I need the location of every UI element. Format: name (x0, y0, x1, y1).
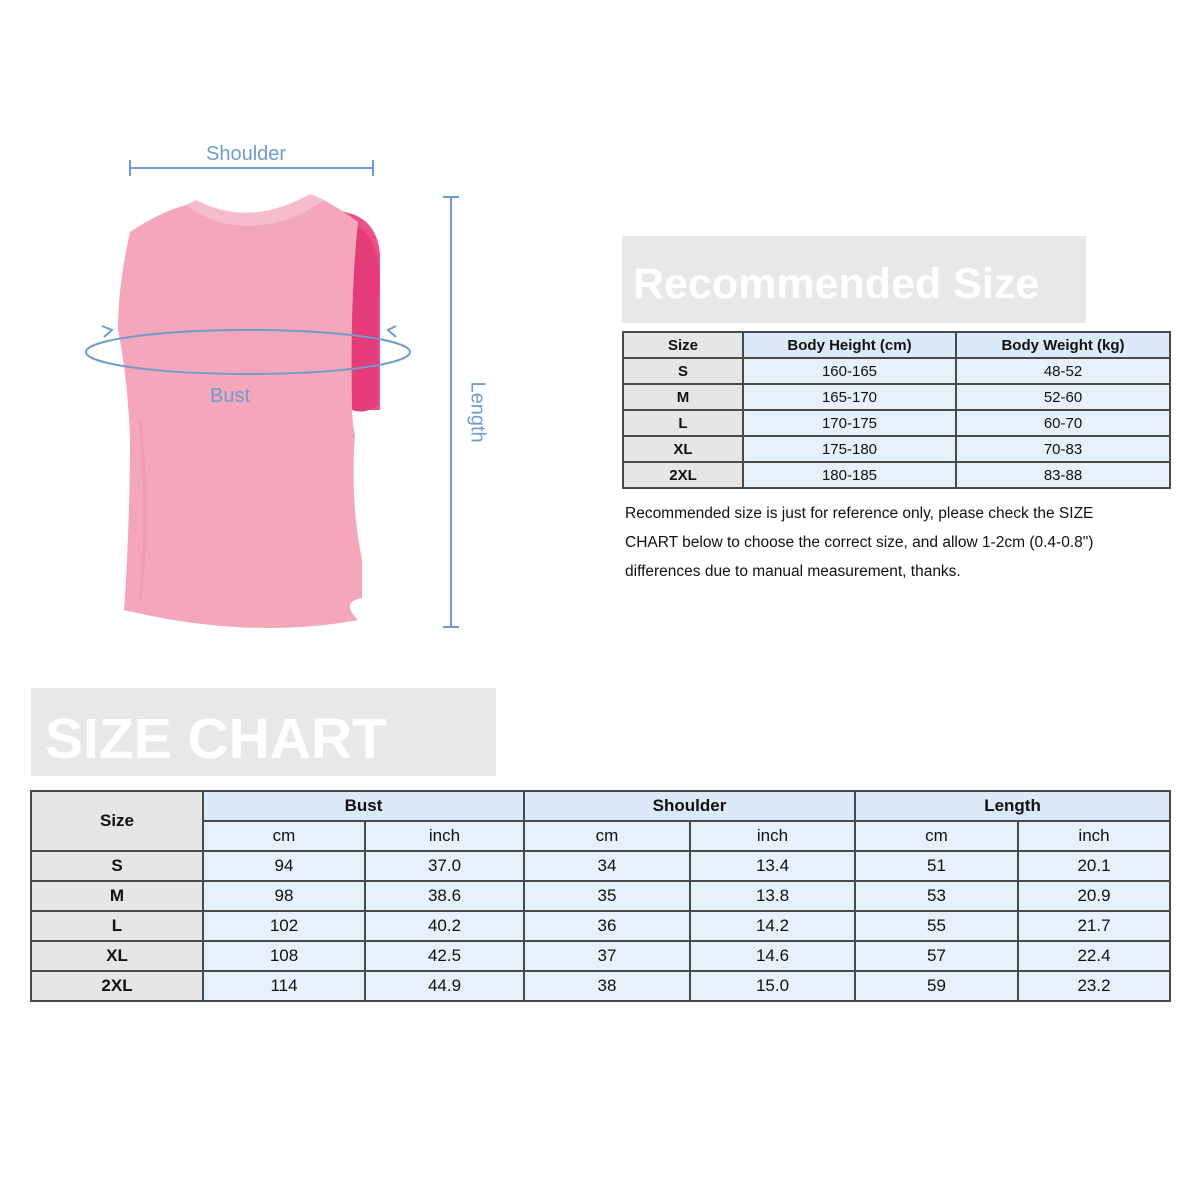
length-label: Length (466, 381, 489, 443)
header-size: Size (623, 332, 743, 358)
recommended-size-note (625, 499, 1165, 586)
bust-cm-cell: 94 (203, 851, 365, 881)
height-cell: 160-165 (743, 358, 956, 384)
height-cell: 170-175 (743, 410, 956, 436)
table-header-row (623, 332, 1170, 358)
table-row (31, 881, 1170, 911)
note-line: differences due to manual measurement, thanks. (625, 563, 961, 580)
bust-cm-cell: 108 (203, 941, 365, 971)
height-cell: 175-180 (743, 436, 956, 462)
recommended-size-banner (622, 236, 1086, 323)
weight-cell: 83-88 (956, 462, 1170, 488)
weight-cell: 52-60 (956, 384, 1170, 410)
recommended-size-table (622, 331, 1171, 489)
bust-cm-cell: 98 (203, 881, 365, 911)
bust-inch-cell: 40.2 (365, 911, 524, 941)
shoulder-inch-cell: 13.8 (690, 881, 855, 911)
table-row (31, 971, 1170, 1001)
shoulder-cm-cell: 35 (524, 881, 690, 911)
length-cm-cell: 57 (855, 941, 1018, 971)
unit-inch: inch (365, 821, 524, 851)
unit-inch: inch (1018, 821, 1170, 851)
length-inch-cell: 20.9 (1018, 881, 1170, 911)
length-cm-cell: 51 (855, 851, 1018, 881)
shoulder-label: Shoulder (206, 143, 287, 165)
height-cell: 165-170 (743, 384, 956, 410)
weight-cell: 48-52 (956, 358, 1170, 384)
bust-inch-cell: 42.5 (365, 941, 524, 971)
table-row (623, 410, 1170, 436)
shoulder-cm-cell: 37 (524, 941, 690, 971)
bust-cm-cell: 102 (203, 911, 365, 941)
table-row (31, 911, 1170, 941)
bust-inch-cell: 37.0 (365, 851, 524, 881)
size-cell: 2XL (623, 462, 743, 488)
bust-label: Bust (210, 385, 251, 407)
header-body-weight: Body Weight (kg) (956, 332, 1170, 358)
bust-cm-cell: 114 (203, 971, 365, 1001)
shoulder-cm-cell: 38 (524, 971, 690, 1001)
height-cell: 180-185 (743, 462, 956, 488)
size-cell: 2XL (31, 971, 203, 1001)
table-row (31, 941, 1170, 971)
size-cell: L (31, 911, 203, 941)
unit-cm: cm (855, 821, 1018, 851)
size-chart-heading: SIZE CHART (45, 707, 387, 771)
length-inch-cell: 21.7 (1018, 911, 1170, 941)
note-line: Recommended size is just for reference only, please check the SIZE (625, 505, 1094, 522)
table-row (623, 436, 1170, 462)
table-row (623, 384, 1170, 410)
shoulder-cm-cell: 36 (524, 911, 690, 941)
length-inch-cell: 22.4 (1018, 941, 1170, 971)
length-inch-cell: 23.2 (1018, 971, 1170, 1001)
bust-inch-cell: 44.9 (365, 971, 524, 1001)
table-row (623, 462, 1170, 488)
table-row (623, 358, 1170, 384)
length-inch-cell: 20.1 (1018, 851, 1170, 881)
unit-cm: cm (524, 821, 690, 851)
size-chart-banner (31, 688, 496, 776)
garment-diagram (0, 0, 620, 660)
size-cell: M (31, 881, 203, 911)
shoulder-inch-cell: 14.2 (690, 911, 855, 941)
note-line: CHART below to choose the correct size, and allow 1-2cm (0.4-0.8") (625, 534, 1094, 551)
size-cell: XL (623, 436, 743, 462)
length-cm-cell: 53 (855, 881, 1018, 911)
header-shoulder: Shoulder (524, 791, 855, 821)
shoulder-inch-cell: 14.6 (690, 941, 855, 971)
header-size: Size (31, 791, 203, 851)
length-cm-cell: 55 (855, 911, 1018, 941)
shoulder-inch-cell: 15.0 (690, 971, 855, 1001)
header-body-height: Body Height (cm) (743, 332, 956, 358)
table-row (31, 851, 1170, 881)
shoulder-cm-cell: 34 (524, 851, 690, 881)
group-header-row (31, 791, 1170, 821)
weight-cell: 70-83 (956, 436, 1170, 462)
size-cell: S (31, 851, 203, 881)
size-cell: M (623, 384, 743, 410)
shoulder-inch-cell: 13.4 (690, 851, 855, 881)
length-cm-cell: 59 (855, 971, 1018, 1001)
unit-cm: cm (203, 821, 365, 851)
tank-top-illustration (0, 0, 620, 660)
recommended-size-heading: Recommended Size (633, 260, 1040, 308)
size-cell: L (623, 410, 743, 436)
header-length: Length (855, 791, 1170, 821)
size-cell: XL (31, 941, 203, 971)
bust-inch-cell: 38.6 (365, 881, 524, 911)
size-chart-table (30, 790, 1171, 1002)
header-bust: Bust (203, 791, 524, 821)
size-cell: S (623, 358, 743, 384)
unit-inch: inch (690, 821, 855, 851)
weight-cell: 60-70 (956, 410, 1170, 436)
